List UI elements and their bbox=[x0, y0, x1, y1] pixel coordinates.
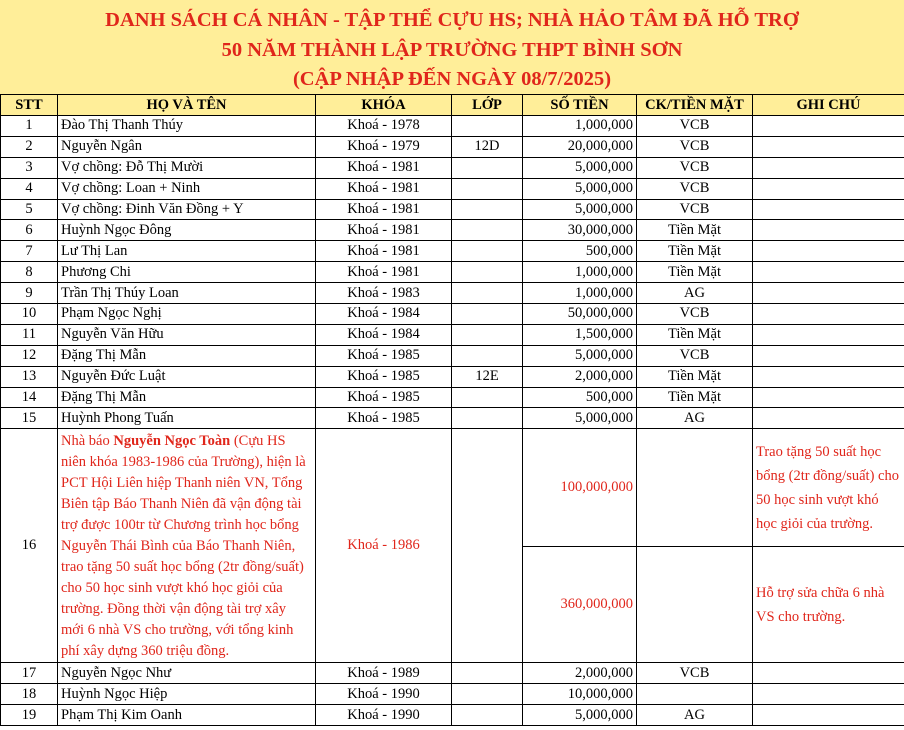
table-row bbox=[1, 684, 904, 705]
col-header-name[interactable]: HỌ VÀ TÊN bbox=[58, 95, 316, 116]
cell-lop[interactable] bbox=[452, 283, 523, 304]
cell-lop[interactable] bbox=[452, 663, 523, 684]
cell-amount[interactable]: 500,000 bbox=[523, 241, 637, 262]
cell-amount[interactable]: 50,000,000 bbox=[523, 304, 637, 325]
name-prefix: Nhà báo bbox=[61, 433, 114, 450]
cell-khoa[interactable]: Khoá - 1983 bbox=[316, 283, 452, 304]
cell-method[interactable]: VCB bbox=[637, 178, 753, 199]
table-row bbox=[1, 220, 904, 241]
table-row bbox=[1, 283, 904, 304]
cell-stt[interactable]: 16 bbox=[1, 429, 58, 663]
cell-method[interactable]: AG bbox=[637, 283, 753, 304]
cell-amount[interactable]: 1,000,000 bbox=[523, 116, 637, 137]
cell-note[interactable] bbox=[753, 116, 904, 137]
cell-note[interactable] bbox=[753, 408, 904, 429]
cell-stt[interactable]: 4 bbox=[1, 178, 58, 199]
cell-note[interactable] bbox=[753, 136, 904, 157]
cell-khoa[interactable]: Khoá - 1984 bbox=[316, 304, 452, 325]
cell-amount[interactable]: 1,000,000 bbox=[523, 283, 637, 304]
cell-amount[interactable]: 5,000,000 bbox=[523, 705, 637, 726]
cell-method[interactable]: VCB bbox=[637, 157, 753, 178]
cell-stt[interactable]: 15 bbox=[1, 408, 58, 429]
cell-name[interactable]: Nguyễn Ngọc Như bbox=[58, 663, 316, 684]
cell-stt[interactable]: 13 bbox=[1, 366, 58, 387]
cell-note[interactable] bbox=[753, 366, 904, 387]
cell-lop[interactable] bbox=[452, 345, 523, 366]
title-line-1: DANH SÁCH CÁ NHÂN - TẬP THỂ CỰU HS; NHÀ HẢO TÂM ĐÃ HỖ TRỢ bbox=[105, 9, 799, 31]
table-row bbox=[1, 705, 904, 726]
col-header-method[interactable]: CK/TIỀN MẶT bbox=[637, 95, 753, 116]
cell-amount[interactable]: 10,000,000 bbox=[523, 684, 637, 705]
cell-lop[interactable] bbox=[452, 304, 523, 325]
cell-khoa[interactable]: Khoá - 1985 bbox=[316, 345, 452, 366]
cell-khoa[interactable]: Khoá - 1990 bbox=[316, 684, 452, 705]
table-row bbox=[1, 262, 904, 283]
table-row bbox=[1, 157, 904, 178]
cell-method[interactable]: Tiền Mặt bbox=[637, 387, 753, 408]
cell-method[interactable]: VCB bbox=[637, 304, 753, 325]
cell-lop[interactable] bbox=[452, 684, 523, 705]
cell-name[interactable]: Trần Thị Thúy Loan bbox=[58, 283, 316, 304]
table-row bbox=[1, 324, 904, 345]
cell-name[interactable]: Huỳnh Ngọc Đông bbox=[58, 220, 316, 241]
cell-note[interactable]: Trao tặng 50 suất học bổng (2tr đồng/suất) cho 50 học sinh vượt khó học giỏi của trường. bbox=[753, 429, 904, 547]
cell-khoa[interactable]: Khoá - 1984 bbox=[316, 324, 452, 345]
cell-stt[interactable]: 14 bbox=[1, 387, 58, 408]
name-description: (Cựu HS niên khóa 1983-1986 của Trường), hiện là PCT Hội Liên hiệp Thanh niên VN, Tổng Biên tập Báo Thanh Niên đã vận động tài trợ được 100tr từ Chương trình học bổng Nguyễn Thái Bình của Báo Thanh Niên, trao tặng 50 suất học bổng (2tr đồng/suất) cho 50 học sinh vượt khó học giỏi của trường. Đồng thời vận động tài trợ xây mới 6 nhà VS cho trường, với tổng kinh phí xây dựng 360 triệu đồng. bbox=[61, 433, 306, 660]
cell-stt[interactable]: 8 bbox=[1, 262, 58, 283]
cell-name[interactable]: Huỳnh Ngọc Hiệp bbox=[58, 684, 316, 705]
cell-stt[interactable]: 18 bbox=[1, 684, 58, 705]
cell-name[interactable]: Đặng Thị Mẫn bbox=[58, 345, 316, 366]
cell-note[interactable] bbox=[753, 684, 904, 705]
cell-name[interactable]: Nguyễn Ngân bbox=[58, 136, 316, 157]
col-header-lop[interactable]: LỚP bbox=[452, 95, 523, 116]
cell-stt[interactable]: 11 bbox=[1, 324, 58, 345]
cell-amount[interactable]: 2,000,000 bbox=[523, 663, 637, 684]
cell-lop[interactable] bbox=[452, 705, 523, 726]
cell-name[interactable]: Lư Thị Lan bbox=[58, 241, 316, 262]
cell-khoa[interactable]: Khoá - 1978 bbox=[316, 116, 452, 137]
cell-khoa[interactable]: Khoá - 1985 bbox=[316, 408, 452, 429]
cell-method[interactable] bbox=[637, 684, 753, 705]
col-header-khoa[interactable]: KHÓA bbox=[316, 95, 452, 116]
cell-khoa[interactable]: Khoá - 1979 bbox=[316, 136, 452, 157]
table-row bbox=[1, 116, 904, 137]
title-line-3: (CẬP NHẬP ĐẾN NGÀY 08/7/2025) bbox=[292, 68, 612, 90]
cell-lop[interactable] bbox=[452, 408, 523, 429]
cell-lop[interactable] bbox=[452, 199, 523, 220]
cell-name[interactable]: Nguyễn Đức Luật bbox=[58, 366, 316, 387]
cell-lop[interactable] bbox=[452, 387, 523, 408]
cell-method[interactable]: Tiền Mặt bbox=[637, 220, 753, 241]
cell-amount[interactable]: 100,000,000 bbox=[523, 429, 637, 547]
cell-note[interactable] bbox=[753, 199, 904, 220]
cell-note[interactable] bbox=[753, 262, 904, 283]
table-row bbox=[1, 408, 904, 429]
cell-lop[interactable] bbox=[452, 178, 523, 199]
cell-name[interactable]: Nguyễn Văn Hữu bbox=[58, 324, 316, 345]
table-row bbox=[1, 429, 904, 547]
cell-note[interactable] bbox=[753, 705, 904, 726]
cell-note[interactable] bbox=[753, 304, 904, 325]
cell-stt[interactable]: 3 bbox=[1, 157, 58, 178]
cell-amount[interactable]: 5,000,000 bbox=[523, 157, 637, 178]
cell-method[interactable]: VCB bbox=[637, 116, 753, 137]
cell-stt[interactable]: 19 bbox=[1, 705, 58, 726]
name-bold: Nguyễn Ngọc Toàn bbox=[113, 433, 231, 450]
cell-khoa[interactable]: Khoá - 1981 bbox=[316, 178, 452, 199]
cell-name[interactable]: Vợ chồng: Loan + Ninh bbox=[58, 178, 316, 199]
cell-method[interactable]: VCB bbox=[637, 199, 753, 220]
cell-note[interactable] bbox=[753, 220, 904, 241]
cell-stt[interactable]: 7 bbox=[1, 241, 58, 262]
cell-name[interactable]: Vợ chồng: Đinh Văn Đồng + Y bbox=[58, 199, 316, 220]
table-body-row16 bbox=[1, 429, 904, 663]
cell-amount[interactable]: 2,000,000 bbox=[523, 366, 637, 387]
cell-method[interactable]: Tiền Mặt bbox=[637, 241, 753, 262]
cell-lop[interactable] bbox=[452, 116, 523, 137]
sheet-title bbox=[0, 0, 904, 94]
cell-note[interactable]: Hỗ trợ sửa chữa 6 nhà VS cho trường. bbox=[753, 547, 904, 663]
cell-amount[interactable]: 5,000,000 bbox=[523, 178, 637, 199]
col-header-note[interactable]: GHI CHÚ bbox=[753, 95, 904, 116]
table-row bbox=[1, 663, 904, 684]
cell-note[interactable] bbox=[753, 283, 904, 304]
cell-amount[interactable]: 360,000,000 bbox=[523, 547, 637, 663]
cell-khoa[interactable]: Khoá - 1985 bbox=[316, 387, 452, 408]
cell-amount[interactable]: 20,000,000 bbox=[523, 136, 637, 157]
cell-method[interactable]: Tiền Mặt bbox=[637, 262, 753, 283]
cell-stt[interactable]: 5 bbox=[1, 199, 58, 220]
table-body-after bbox=[1, 663, 904, 726]
cell-lop[interactable] bbox=[452, 241, 523, 262]
cell-lop[interactable]: 12D bbox=[452, 136, 523, 157]
cell-stt[interactable]: 10 bbox=[1, 304, 58, 325]
cell-stt[interactable]: 6 bbox=[1, 220, 58, 241]
cell-method[interactable]: AG bbox=[637, 705, 753, 726]
cell-stt[interactable]: 12 bbox=[1, 345, 58, 366]
cell-method[interactable] bbox=[637, 547, 753, 663]
cell-method[interactable]: VCB bbox=[637, 663, 753, 684]
cell-khoa[interactable]: Khoá - 1990 bbox=[316, 705, 452, 726]
cell-amount[interactable]: 5,000,000 bbox=[523, 199, 637, 220]
cell-note[interactable] bbox=[753, 324, 904, 345]
cell-note[interactable] bbox=[753, 157, 904, 178]
table-row bbox=[1, 136, 904, 157]
table-row bbox=[1, 304, 904, 325]
cell-note[interactable] bbox=[753, 663, 904, 684]
cell-method[interactable]: VCB bbox=[637, 136, 753, 157]
cell-lop[interactable] bbox=[452, 262, 523, 283]
table-row bbox=[1, 387, 904, 408]
cell-lop[interactable] bbox=[452, 220, 523, 241]
cell-name[interactable] bbox=[58, 429, 316, 663]
table-row bbox=[1, 366, 904, 387]
cell-lop[interactable] bbox=[452, 429, 523, 663]
cell-khoa[interactable]: Khoá - 1981 bbox=[316, 241, 452, 262]
cell-lop[interactable] bbox=[452, 157, 523, 178]
cell-khoa[interactable]: Khoá - 1985 bbox=[316, 366, 452, 387]
cell-name[interactable]: Phương Chi bbox=[58, 262, 316, 283]
cell-lop[interactable]: 12E bbox=[452, 366, 523, 387]
cell-amount[interactable]: 30,000,000 bbox=[523, 220, 637, 241]
cell-note[interactable] bbox=[753, 241, 904, 262]
cell-stt[interactable]: 9 bbox=[1, 283, 58, 304]
cell-method[interactable]: VCB bbox=[637, 345, 753, 366]
cell-method[interactable]: AG bbox=[637, 408, 753, 429]
cell-khoa[interactable]: Khoá - 1989 bbox=[316, 663, 452, 684]
table-row bbox=[1, 199, 904, 220]
cell-note[interactable] bbox=[753, 345, 904, 366]
cell-name[interactable]: Đặng Thị Mẫn bbox=[58, 387, 316, 408]
col-header-stt[interactable]: STT bbox=[1, 95, 58, 116]
cell-name[interactable]: Huỳnh Phong Tuấn bbox=[58, 408, 316, 429]
cell-khoa[interactable]: Khoá - 1981 bbox=[316, 157, 452, 178]
table-row bbox=[1, 178, 904, 199]
cell-amount[interactable]: 500,000 bbox=[523, 387, 637, 408]
cell-khoa[interactable]: Khoá - 1981 bbox=[316, 262, 452, 283]
cell-method[interactable] bbox=[637, 429, 753, 547]
cell-note[interactable] bbox=[753, 387, 904, 408]
cell-amount[interactable]: 1,000,000 bbox=[523, 262, 637, 283]
table-row bbox=[1, 241, 904, 262]
donor-table bbox=[0, 94, 904, 726]
cell-amount[interactable]: 5,000,000 bbox=[523, 408, 637, 429]
cell-khoa[interactable]: Khoá - 1981 bbox=[316, 220, 452, 241]
col-header-amount[interactable]: SỐ TIỀN bbox=[523, 95, 637, 116]
cell-stt[interactable]: 17 bbox=[1, 663, 58, 684]
cell-amount[interactable]: 1,500,000 bbox=[523, 324, 637, 345]
table-body-before bbox=[1, 116, 904, 429]
cell-stt[interactable]: 2 bbox=[1, 136, 58, 157]
cell-name[interactable]: Vợ chồng: Đỗ Thị Mười bbox=[58, 157, 316, 178]
cell-lop[interactable] bbox=[452, 324, 523, 345]
cell-method[interactable]: Tiền Mặt bbox=[637, 324, 753, 345]
cell-stt[interactable]: 1 bbox=[1, 116, 58, 137]
cell-name[interactable]: Đào Thị Thanh Thúy bbox=[58, 116, 316, 137]
cell-khoa[interactable]: Khoá - 1986 bbox=[316, 429, 452, 663]
table-header-row bbox=[1, 95, 904, 116]
cell-name[interactable]: Phạm Ngọc Nghị bbox=[58, 304, 316, 325]
cell-khoa[interactable]: Khoá - 1981 bbox=[316, 199, 452, 220]
table-row bbox=[1, 345, 904, 366]
title-line-2: 50 NĂM THÀNH LẬP TRƯỜNG THPT BÌNH SƠN bbox=[221, 38, 683, 61]
cell-note[interactable] bbox=[753, 178, 904, 199]
cell-method[interactable]: Tiền Mặt bbox=[637, 366, 753, 387]
cell-name[interactable]: Phạm Thị Kim Oanh bbox=[58, 705, 316, 726]
cell-amount[interactable]: 5,000,000 bbox=[523, 345, 637, 366]
